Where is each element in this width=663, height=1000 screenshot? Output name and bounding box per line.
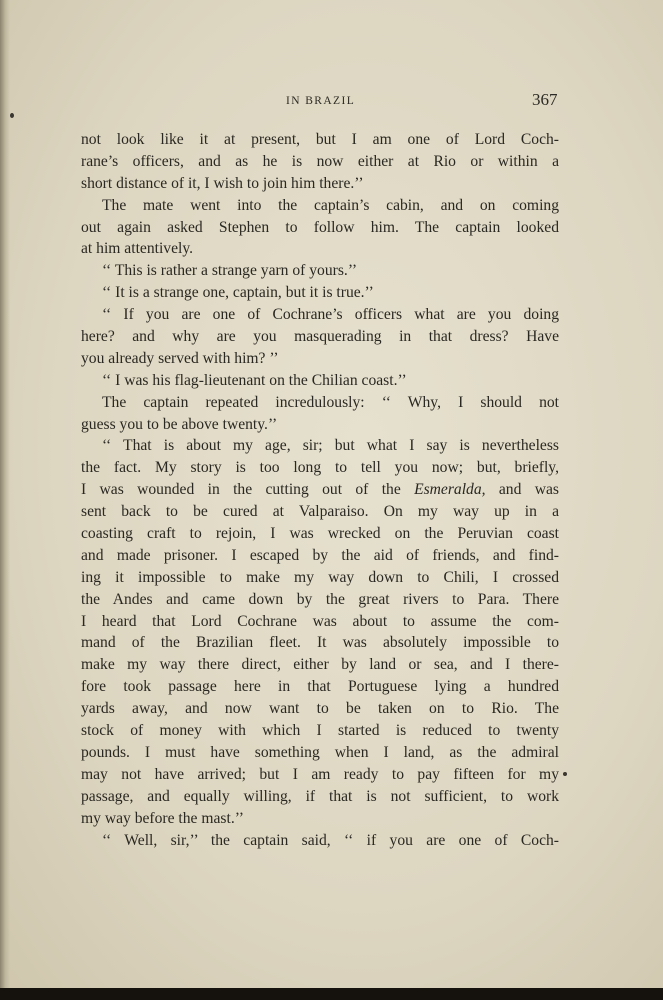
text-segment: and was: [485, 481, 559, 499]
text-line: sent back to be cured at Valparaiso. On my way up in a: [81, 503, 559, 521]
text-line: the Andes and came down by the great rivers to Para. There: [81, 590, 559, 608]
ink-speck: [10, 113, 14, 118]
text-line: ‘‘ If you are one of Cochrane’s officers what are you doing: [102, 306, 559, 324]
text-line: passage, and equally willing, if that is not sufficient, to work: [81, 787, 559, 805]
text-line: at him attentively.: [81, 240, 194, 258]
text-line: short distance of it, I wish to join him there.’’: [81, 174, 364, 192]
ship-name-italic: Esmeralda,: [414, 481, 486, 499]
text-line: guess you to be above twenty.’’: [81, 415, 278, 433]
text-segment: I was wounded in the cutting out of the: [81, 481, 415, 499]
page-header: [0, 86, 663, 110]
text-line: pounds. I must have something when I land, as the admiral: [81, 743, 559, 761]
body-text: [81, 129, 559, 851]
text-line: ‘‘ I was his flag-lieutenant on the Chilian coast.’’: [102, 371, 407, 389]
binding-shadow: [0, 0, 10, 988]
text-line: you already served with him? ’’: [81, 349, 279, 367]
text-line: ‘‘ Well, sir,’’ the captain said, ‘‘ if you are one of Coch-: [102, 831, 559, 849]
text-line: I heard that Lord Cochrane was about to assume the com-: [81, 612, 559, 630]
text-line: not look like it at present, but I am one of Lord Coch-: [81, 131, 559, 148]
text-line: coasting craft to rejoin, I was wrecked on the Peruvian coast: [81, 525, 559, 543]
text-line: my way before the mast.’’: [81, 809, 244, 827]
text-line: the fact. My story is too long to tell you now; but, briefly,: [81, 459, 559, 477]
page-bottom-edge: [0, 988, 663, 1000]
text-line: fore took passage here in that Portuguese lying a hundred: [81, 678, 559, 696]
text-line: and made prisoner. I escaped by the aid of friends, and find-: [81, 546, 559, 564]
text-line: may not have arrived; but I am ready to pay fifteen for my: [81, 765, 559, 783]
text-line: make my way there direct, either by land or sea, and I there-: [81, 656, 559, 674]
page-number: 367: [532, 90, 558, 109]
text-line: ‘‘ This is rather a strange yarn of yours.’’: [102, 262, 358, 280]
text-line: stock of money with which I started is reduced to twenty: [81, 722, 559, 740]
text-line: out again asked Stephen to follow him. The captain looked: [81, 218, 559, 236]
text-line: mand of the Brazilian fleet. It was absolutely impossible to: [81, 634, 559, 652]
text-line: ing it impossible to make my way down to Chili, I crossed: [81, 568, 559, 586]
running-head: IN BRAZIL: [286, 95, 356, 107]
text-line: yards away, and now want to be taken on to Rio. The: [81, 700, 559, 718]
text-line: [81, 479, 559, 501]
text-line: The captain repeated incredulously: ‘‘ Why, I should not: [102, 393, 559, 411]
text-line: here? and why are you masquerading in that dress? Have: [81, 328, 559, 346]
ink-speck: [563, 772, 567, 776]
text-line: rane’s officers, and as he is now either at Rio or within a: [81, 152, 559, 170]
text-line: ‘‘ That is about my age, sir; but what I say is nevertheless: [102, 437, 559, 455]
text-line: The mate went into the captain’s cabin, and on coming: [102, 196, 559, 214]
text-line: ‘‘ It is a strange one, captain, but it is true.’’: [102, 284, 374, 302]
